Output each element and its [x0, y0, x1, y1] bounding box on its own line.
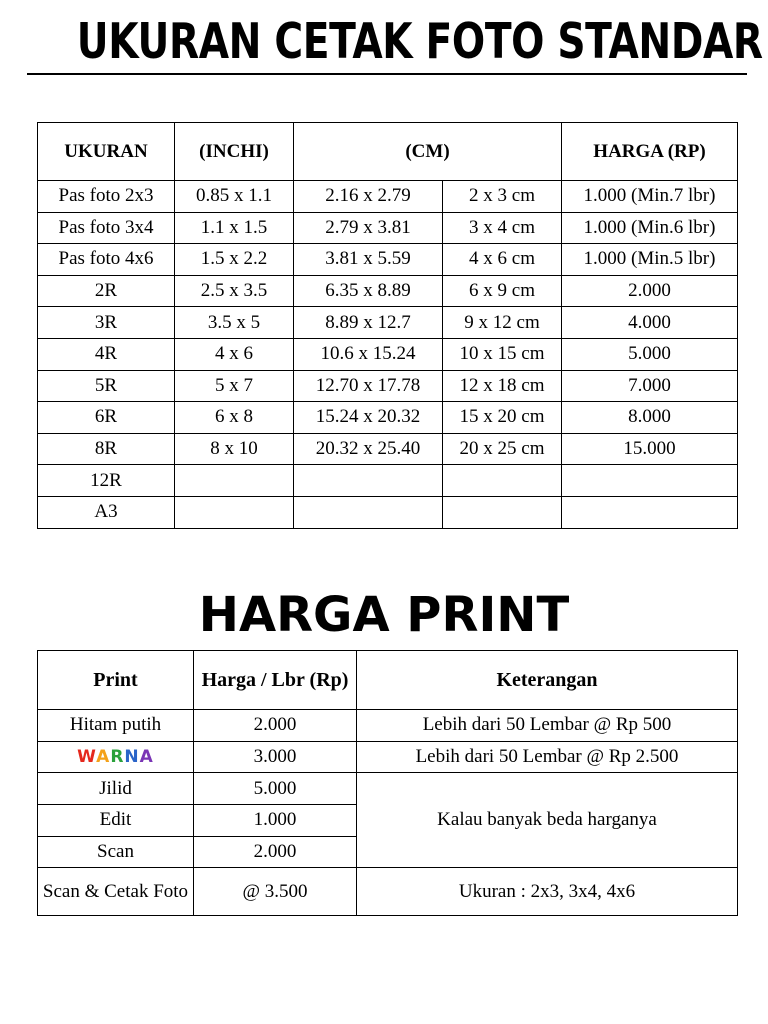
size-price: 2.000 [562, 275, 738, 307]
column-header: HARGA (RP) [562, 123, 738, 181]
size-inch: 3.5 x 5 [175, 307, 294, 339]
print-item: Edit [38, 805, 194, 837]
table-row [38, 307, 738, 339]
print-price: 2.000 [194, 836, 357, 868]
size-cm-exact [294, 465, 443, 497]
print-note: Lebih dari 50 Lembar @ Rp 2.500 [357, 741, 738, 773]
print-price: 5.000 [194, 773, 357, 805]
page-title: UKURAN CETAK FOTO STANDAR [76, 13, 763, 70]
size-name: Pas foto 2x3 [38, 181, 175, 213]
print-item-warna [38, 741, 194, 773]
column-header: Keterangan [357, 651, 738, 710]
print-item: Scan [38, 836, 194, 868]
table-header-row [38, 123, 738, 181]
column-header: (CM) [294, 123, 562, 181]
size-name: 3R [38, 307, 175, 339]
print-price: 2.000 [194, 710, 357, 742]
warna-letter: R [110, 747, 125, 768]
warna-letter: A [96, 747, 111, 768]
size-inch [175, 496, 294, 528]
table-row [38, 244, 738, 276]
warna-letter: N [124, 747, 140, 768]
warna-letter: W [77, 747, 97, 768]
print-note: Kalau banyak beda harganya [357, 773, 738, 868]
table-row [38, 402, 738, 434]
size-cm: 6 x 9 cm [443, 275, 562, 307]
size-price: 4.000 [562, 307, 738, 339]
section-title: HARGA PRINT [198, 587, 570, 643]
column-header: UKURAN [38, 123, 175, 181]
table-row [38, 496, 738, 528]
size-name: Pas foto 3x4 [38, 212, 175, 244]
size-cm: 12 x 18 cm [443, 370, 562, 402]
size-cm-exact: 2.16 x 2.79 [294, 181, 443, 213]
size-inch: 5 x 7 [175, 370, 294, 402]
size-cm-exact: 2.79 x 3.81 [294, 212, 443, 244]
table-row [38, 275, 738, 307]
size-cm: 15 x 20 cm [443, 402, 562, 434]
table-row [38, 433, 738, 465]
size-inch: 1.5 x 2.2 [175, 244, 294, 276]
size-inch: 1.1 x 1.5 [175, 212, 294, 244]
size-cm-exact: 15.24 x 20.32 [294, 402, 443, 434]
table-row [38, 710, 738, 742]
size-cm: 10 x 15 cm [443, 338, 562, 370]
column-header: Harga / Lbr (Rp) [194, 651, 357, 710]
table-row [38, 370, 738, 402]
table-header-row [38, 651, 738, 710]
size-inch: 6 x 8 [175, 402, 294, 434]
size-cm-exact: 20.32 x 25.40 [294, 433, 443, 465]
size-inch: 2.5 x 3.5 [175, 275, 294, 307]
size-cm-exact [294, 496, 443, 528]
table-row [38, 773, 738, 805]
print-price: 1.000 [194, 805, 357, 837]
size-price: 5.000 [562, 338, 738, 370]
size-table [37, 122, 738, 529]
size-name: 2R [38, 275, 175, 307]
size-inch: 0.85 x 1.1 [175, 181, 294, 213]
size-price [562, 465, 738, 497]
table-row [38, 181, 738, 213]
size-name: A3 [38, 496, 175, 528]
print-note: Lebih dari 50 Lembar @ Rp 500 [357, 710, 738, 742]
size-cm: 3 x 4 cm [443, 212, 562, 244]
size-name: 8R [38, 433, 175, 465]
title-underline [27, 73, 747, 75]
size-name: 4R [38, 338, 175, 370]
size-name: Pas foto 4x6 [38, 244, 175, 276]
size-price: 1.000 (Min.7 lbr) [562, 181, 738, 213]
print-price-table [37, 650, 738, 916]
size-inch [175, 465, 294, 497]
print-item: Hitam putih [38, 710, 194, 742]
size-cm: 20 x 25 cm [443, 433, 562, 465]
print-item: Scan & Cetak Foto [38, 868, 194, 916]
size-name: 6R [38, 402, 175, 434]
table-row [38, 465, 738, 497]
size-cm: 2 x 3 cm [443, 181, 562, 213]
size-inch: 8 x 10 [175, 433, 294, 465]
print-price: 3.000 [194, 741, 357, 773]
warna-label [77, 747, 154, 767]
size-price: 1.000 (Min.5 lbr) [562, 244, 738, 276]
size-name: 12R [38, 465, 175, 497]
size-price [562, 496, 738, 528]
size-name: 5R [38, 370, 175, 402]
size-cm [443, 496, 562, 528]
size-inch: 4 x 6 [175, 338, 294, 370]
size-cm: 4 x 6 cm [443, 244, 562, 276]
column-header: Print [38, 651, 194, 710]
column-header: (INCHI) [175, 123, 294, 181]
size-cm: 9 x 12 cm [443, 307, 562, 339]
print-item: Jilid [38, 773, 194, 805]
size-price: 8.000 [562, 402, 738, 434]
size-price: 1.000 (Min.6 lbr) [562, 212, 738, 244]
table-row [38, 338, 738, 370]
size-cm-exact: 10.6 x 15.24 [294, 338, 443, 370]
size-cm-exact: 6.35 x 8.89 [294, 275, 443, 307]
size-cm-exact: 3.81 x 5.59 [294, 244, 443, 276]
size-cm [443, 465, 562, 497]
size-price: 15.000 [562, 433, 738, 465]
size-price: 7.000 [562, 370, 738, 402]
table-row [38, 868, 738, 916]
print-price: @ 3.500 [194, 868, 357, 916]
size-cm-exact: 8.89 x 12.7 [294, 307, 443, 339]
size-cm-exact: 12.70 x 17.78 [294, 370, 443, 402]
table-row [38, 741, 738, 773]
warna-letter: A [139, 747, 154, 768]
table-row [38, 212, 738, 244]
print-note: Ukuran : 2x3, 3x4, 4x6 [357, 868, 738, 916]
